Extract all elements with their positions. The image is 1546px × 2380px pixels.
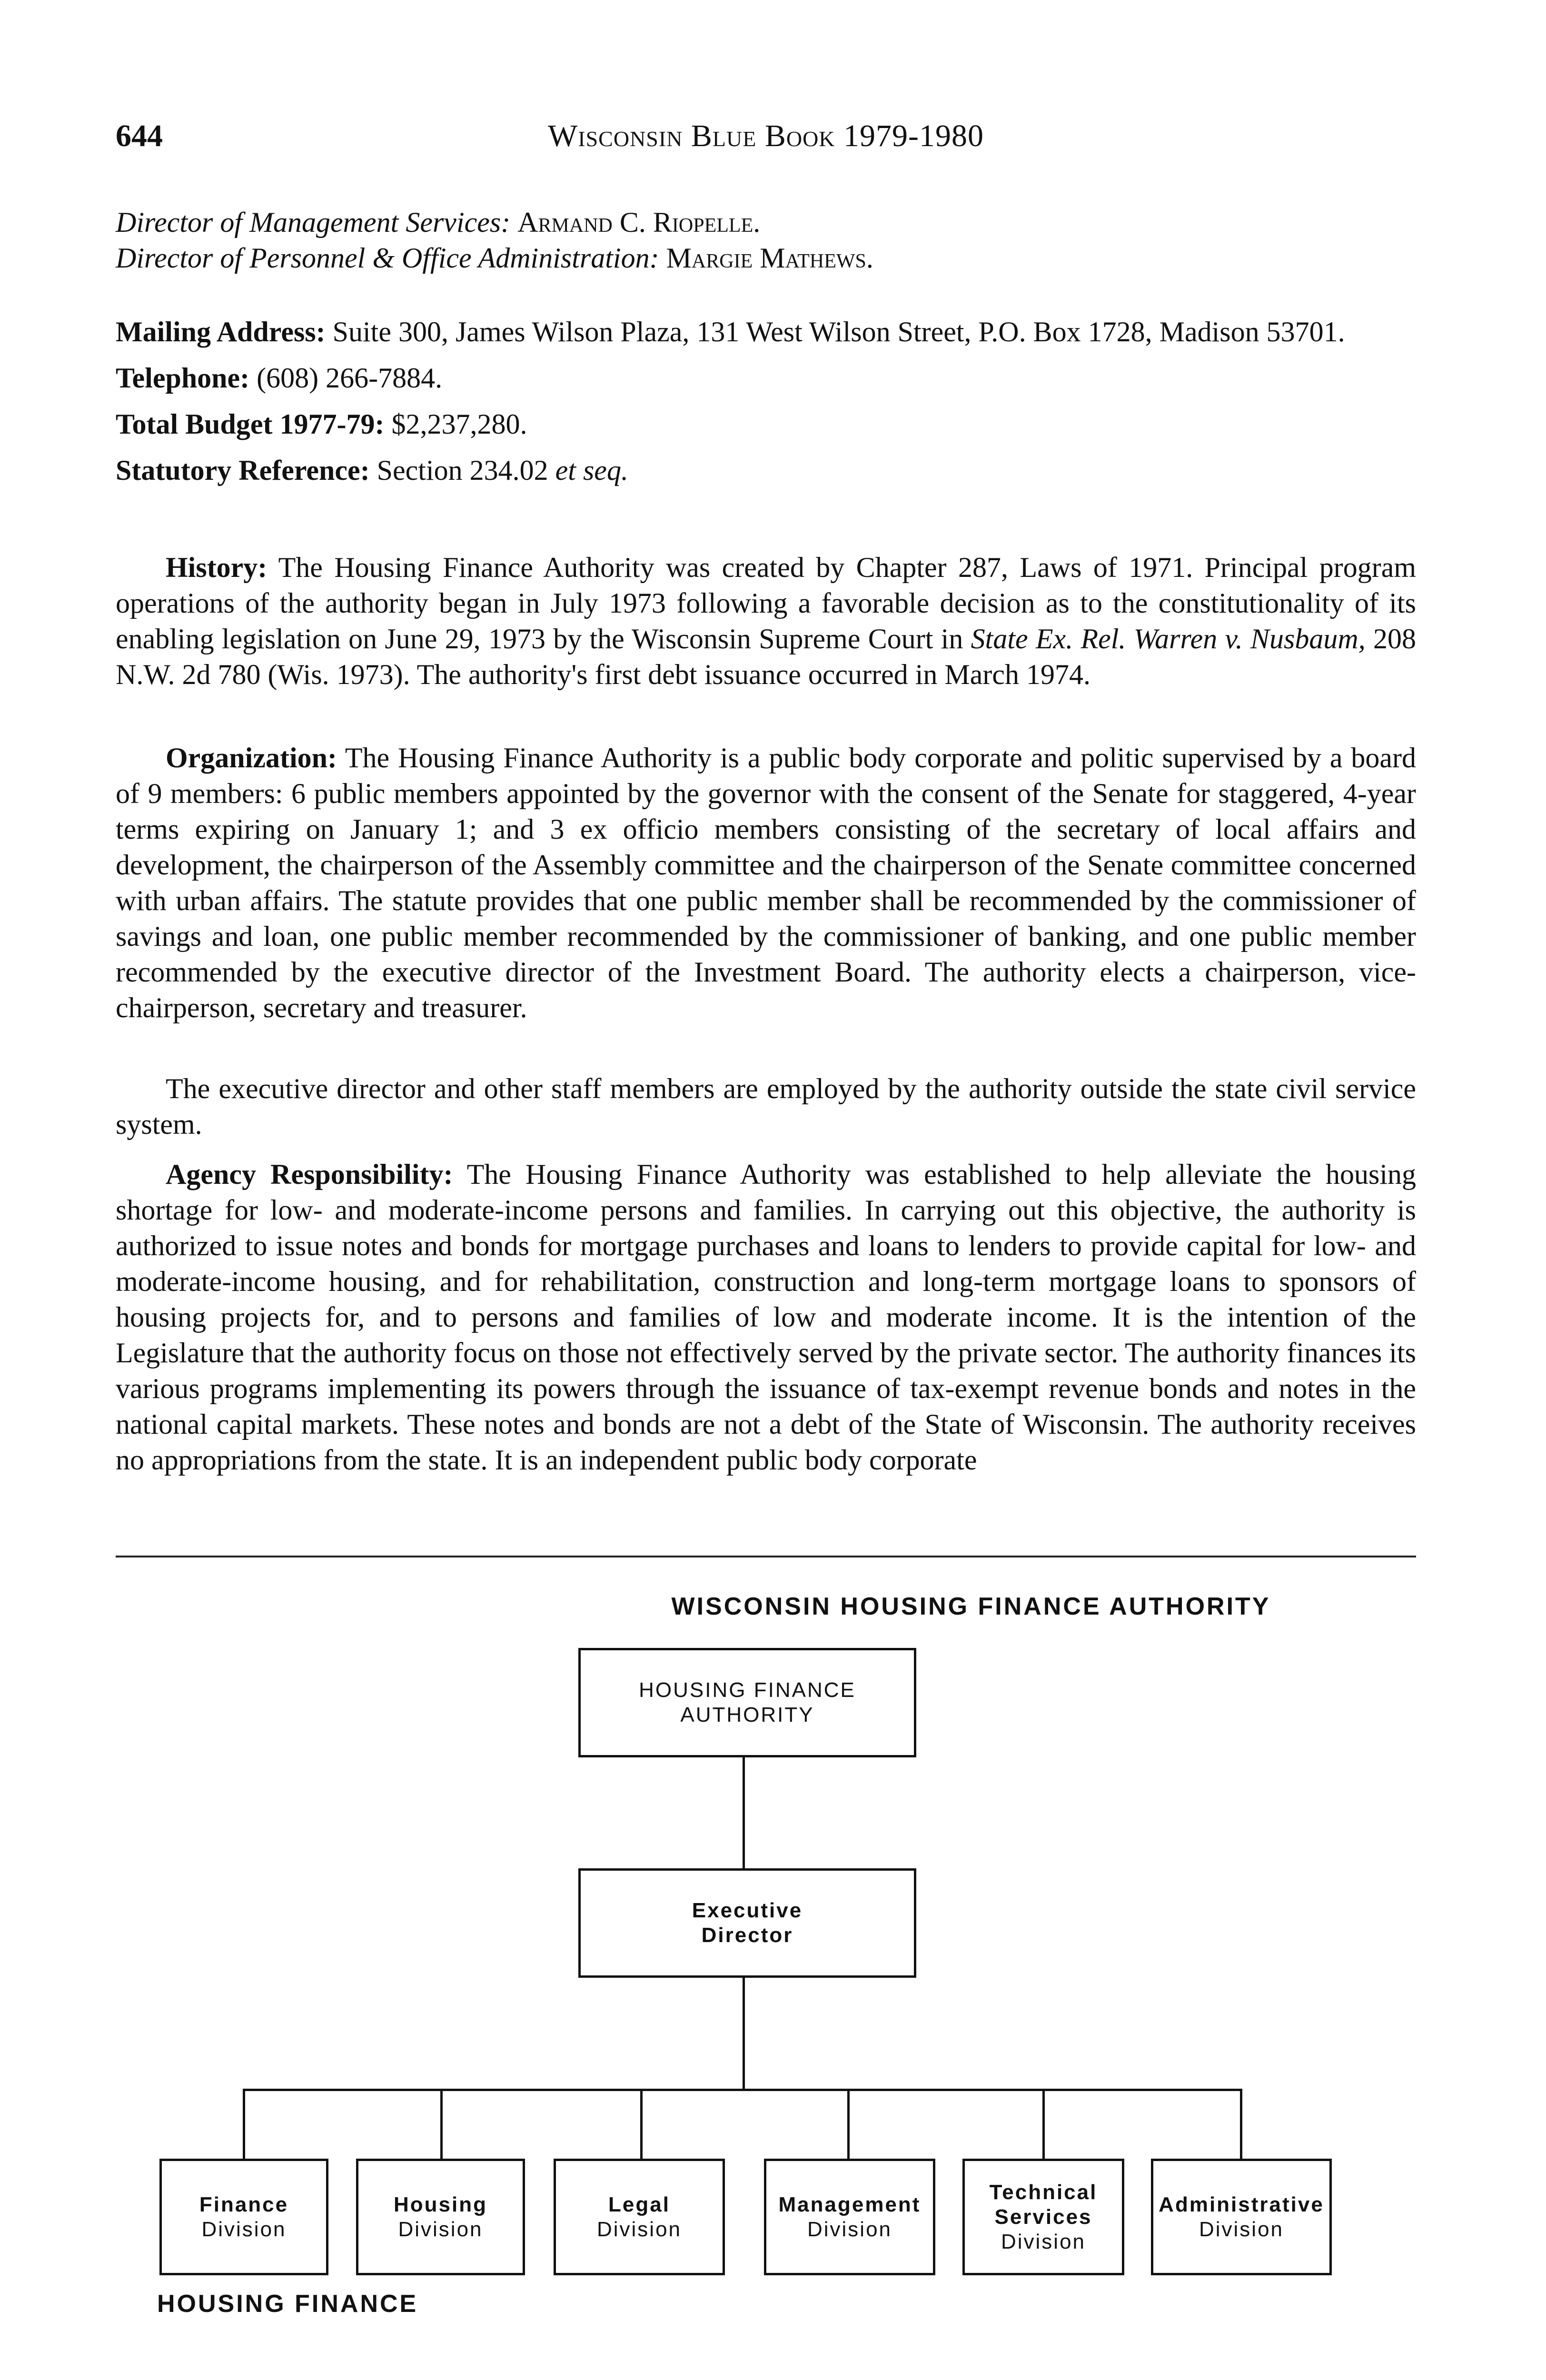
org-box-division (554, 2159, 725, 2275)
org-box-text: Executive (692, 1899, 803, 1922)
org-box-division (159, 2159, 328, 2275)
mailing-address-value: Suite 300, James Wilson Plaza, 131 West Wilson Street, P.O. Box 1728, Madison 53701. (332, 316, 1345, 347)
division-name: Finance (199, 2192, 289, 2216)
running-title: Wisconsin Blue Book 1979-1980 (547, 119, 984, 153)
statutory-reference (116, 453, 1416, 488)
telephone (116, 360, 1416, 396)
section-divider (116, 1556, 1416, 1557)
page-header (116, 118, 1416, 161)
org-box-division (764, 2159, 935, 2275)
org-box-text: HOUSING FINANCE (639, 1678, 856, 1702)
history-text: The Housing Finance Authority was created by Chapter 287, Laws of 1971. Principal program operations of the authority began in July 1973 following a favorable decision as to the constitutionality of its enabling legislation on June 29, 1973 by the Wisconsin Supreme Court in (116, 552, 1416, 654)
staff-name: Margie Mathews. (666, 242, 873, 274)
telephone-value: (608) 266-7884. (257, 362, 443, 394)
connector-line (743, 1756, 745, 1871)
division-name: Technical Services (989, 2180, 1098, 2229)
case-citation: State Ex. Rel. Warren v. Nusbaum, (971, 623, 1366, 654)
staff-listing (116, 205, 1416, 276)
org-box-division (356, 2159, 525, 2275)
division-label: Division (1001, 2230, 1086, 2253)
org-box-text: Director (701, 1924, 793, 1947)
org-box-division (1151, 2159, 1332, 2275)
history-section (116, 550, 1416, 693)
organization-paragraph (116, 740, 1416, 1026)
staffing-section (116, 1071, 1416, 1142)
staffing-paragraph: The executive director and other staff members are employed by the authority outside the state civil service system. (116, 1073, 1416, 1140)
history-paragraph (116, 550, 1416, 693)
mailing-address (116, 314, 1416, 350)
division-label: Division (201, 2217, 287, 2241)
statutory-reference-value: Section 234.02 (377, 455, 548, 486)
org-box-text: AUTHORITY (680, 1703, 814, 1726)
total-budget-value: $2,237,280. (391, 408, 527, 440)
organization-text: The Housing Finance Authority is a public body corporate and politic supervised by a board of 9 members: 6 public members appointed by the governor with the consent of the Senate for staggered, 4-year terms expiring on January 1; and 3 ex officio members consisting of the secretary of local affairs and development, the chairperson of the Assembly committee and the chairperson of the Senate committee concerned with urban affairs. The statute provides that one public member shall be recommended by the commissioner of savings and loan, one public member recommended by the commissioner of banking, and one public member recommended by the executive director of the Investment Board. The authority elects a chairperson, vice-chairperson, secretary and treasurer. (116, 742, 1416, 1023)
total-budget (116, 407, 1416, 442)
org-box-division (962, 2159, 1124, 2275)
mailing-address-label: Mailing Address: (116, 316, 326, 347)
org-box-authority (578, 1648, 916, 1757)
organization-label: Organization: (166, 742, 337, 774)
staff-name: Armand C. Riopelle. (517, 207, 761, 238)
connector-line (1042, 2089, 1045, 2160)
org-box-executive-director (578, 1868, 916, 1978)
connector-line (743, 1978, 745, 2090)
responsibility-label: Agency Responsibility: (166, 1159, 453, 1190)
page-number: 644 (116, 119, 163, 153)
organization-section (116, 740, 1416, 1026)
statutory-reference-suffix: et seq. (555, 455, 628, 486)
connector-line (243, 2089, 245, 2160)
division-name: Administrative (1159, 2192, 1324, 2216)
connector-line (440, 2089, 443, 2160)
connector-line (640, 2089, 643, 2160)
statutory-reference-label: Statutory Reference: (116, 455, 370, 486)
staff-title: Director of Personnel & Office Administration: (116, 242, 659, 274)
contact-info (116, 314, 1416, 488)
connector-line (243, 2089, 1242, 2091)
responsibility-section (116, 1157, 1416, 1478)
total-budget-label: Total Budget 1977-79: (116, 408, 385, 440)
staff-title: Director of Management Services: (116, 207, 511, 238)
division-label: Division (807, 2217, 892, 2241)
history-label: History: (166, 552, 268, 583)
staff-line (116, 205, 1416, 240)
staff-line (116, 240, 1416, 276)
footer-label: HOUSING FINANCE (157, 2290, 418, 2318)
connector-line (1240, 2089, 1242, 2160)
connector-line (847, 2089, 850, 2160)
division-name: Legal (608, 2192, 670, 2216)
responsibility-paragraph (116, 1157, 1416, 1478)
history-text: 208 N.W. 2d 780 (Wis. 1973). The authority's first debt issuance occurred in March 1974. (116, 623, 1416, 690)
division-label: Division (1199, 2217, 1284, 2241)
telephone-label: Telephone: (116, 362, 250, 394)
division-name: Housing (394, 2192, 487, 2216)
division-label: Division (398, 2217, 483, 2241)
division-name: Management (778, 2192, 921, 2216)
org-chart-title: WISCONSIN HOUSING FINANCE AUTHORITY (671, 1593, 1271, 1620)
responsibility-text: The Housing Finance Authority was established to help alleviate the housing shortage for low- and moderate-income persons and families. In carrying out this objective, the authority is authorized to issue notes and bonds for mortgage purchases and loans to lenders to provide capital for low- and moderate-income housing, and for rehabilitation, construction and long-term mortgage loans to sponsors of housing projects for, and to persons and families of low and moderate income. It is the intention of the Legislature that the authority focus on those not effectively served by the private sector. The authority finances its various programs implementing its powers through the issuance of tax-exempt revenue bonds and notes in the national capital markets. These notes and bonds are not a debt of the State of Wisconsin. The authority receives no appropriations from the state. It is an independent public body corporate (116, 1159, 1416, 1476)
division-label: Division (596, 2217, 682, 2241)
